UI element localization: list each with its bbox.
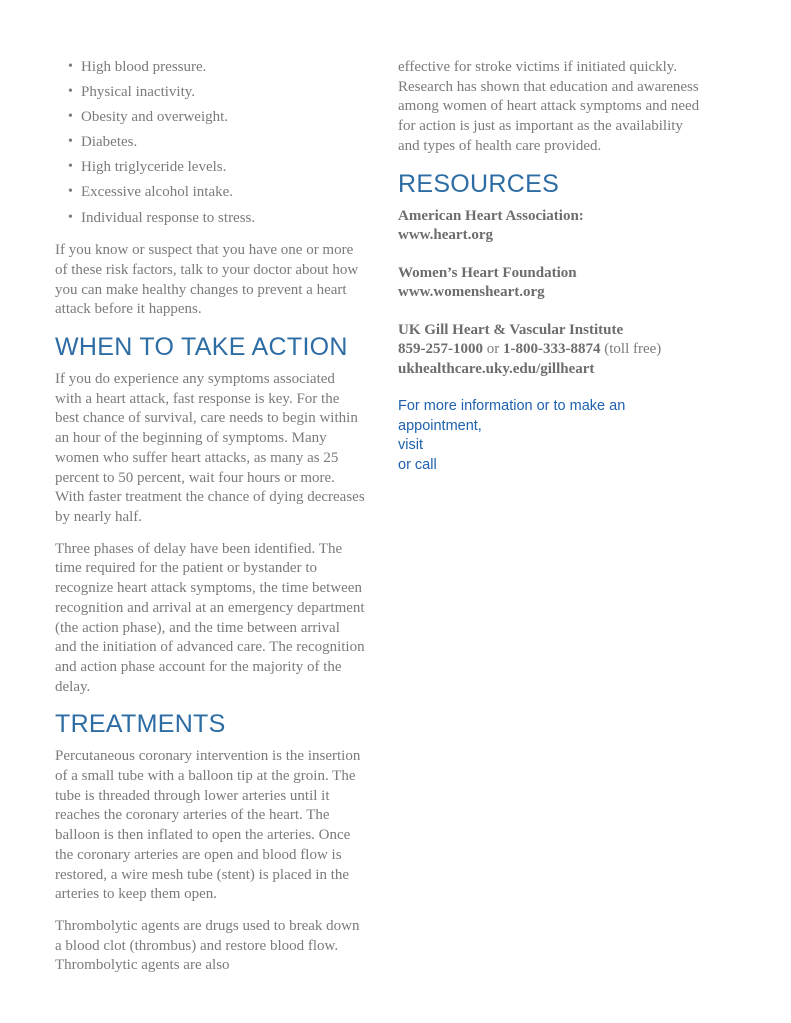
list-item-text: Excessive alcohol intake. — [81, 184, 234, 201]
continuation-paragraph: effective for stroke victims if initiated quickly. Research has shown that education and awareness among women of heart attack symptoms and need for action is just as important as the availability and types of health care provided. — [398, 59, 700, 154]
cta-line-1: For more information or to make an appointment, — [398, 398, 626, 434]
bullet-icon: • — [68, 84, 73, 100]
bullet-icon: • — [68, 159, 73, 175]
resource-uk-gill-heart-institute — [398, 321, 708, 380]
section-heading-treatments: TREATMENTS — [55, 710, 226, 739]
bullet-icon: • — [68, 59, 73, 74]
action-paragraph-2: Three phases of delay have been identified. The time required for the patient or bystander to recognize heart attack symptoms, the time between recognition and arrival at an emergency department (the action phase), and the time between arrival and the initiation of advanced care. The recognition and action phase account for the majority of the delay. — [55, 540, 365, 695]
resource-url: www.womensheart.org — [398, 284, 545, 301]
section-heading-when-to-take-action: WHEN TO TAKE ACTION — [55, 333, 348, 362]
list-item-text: Individual response to stress. — [81, 209, 256, 226]
appointment-cta — [398, 397, 708, 475]
cta-line-3: or call — [398, 456, 437, 473]
list-item — [55, 158, 365, 178]
phone-number-2: 1-800-333-8874 — [503, 341, 601, 358]
list-item — [55, 58, 365, 78]
resource-url: www.heart.org — [398, 227, 493, 244]
left-column — [55, 58, 365, 1023]
list-item — [55, 183, 365, 203]
resource-name: American Heart Association: — [398, 207, 584, 224]
resource-womens-heart-foundation — [398, 264, 708, 303]
list-item-text: Obesity and overweight. — [81, 109, 229, 126]
treatments-paragraph-1: Percutaneous coronary intervention is the insertion of a small tube with a balloon tip at the groin. The tube is threaded through lower arteries until it reaches the coronary arteries of the heart. The balloon is then inflated to open the arteries. Once the coronary arteries are open and blood flow is restored, a wire mesh tube (stent) is placed in the arteries to keep them open. — [55, 748, 361, 903]
right-column — [398, 58, 708, 1023]
section-heading-resources: RESOURCES — [398, 169, 560, 198]
treatments-paragraph-2: Thrombolytic agents are drugs used to break down a blood clot (thrombus) and restore blood flow. Thrombolytic agents are also — [55, 917, 360, 974]
risk-factor-list — [55, 58, 365, 228]
cta-line-2: visit — [398, 437, 423, 454]
bullet-icon: • — [68, 184, 73, 200]
bullet-icon: • — [68, 134, 73, 150]
list-item — [55, 83, 365, 103]
resource-american-heart-association — [398, 207, 708, 246]
list-item-text: High triglyceride levels. — [81, 159, 227, 176]
phone-number-1: 859-257-1000 — [398, 341, 483, 358]
resource-phone-line — [398, 340, 708, 360]
list-item-text: Diabetes. — [81, 134, 138, 151]
resource-url: ukhealthcare.uky.edu/gillheart — [398, 360, 595, 377]
toll-free-label: (toll free) — [604, 341, 662, 358]
action-paragraph-1: If you do experience any symptoms associated with a heart attack, fast response is key. For the best chance of survival, care needs to begin within an hour of the beginning of symptoms. Many women who suffer heart attacks, as many as 25 percent to 50 percent, wait four hours or more. With faster treatment the chance of dying decreases by nearly half. — [55, 371, 365, 525]
list-item — [55, 209, 365, 229]
bullet-icon: • — [68, 109, 73, 125]
bullet-icon: • — [68, 209, 73, 225]
resource-name: UK Gill Heart & Vascular Institute — [398, 321, 624, 338]
list-item-text: High blood pressure. — [81, 59, 207, 75]
list-item-text: Physical inactivity. — [81, 84, 196, 101]
resource-name: Women’s Heart Foundation — [398, 264, 577, 281]
phone-or-text: or — [486, 341, 500, 358]
list-item — [55, 108, 365, 128]
risk-factors-paragraph: If you know or suspect that you have one or more of these risk factors, talk to your doctor about how you can make healthy changes to prevent a heart attack before it happens. — [55, 242, 359, 318]
list-item — [55, 133, 365, 153]
